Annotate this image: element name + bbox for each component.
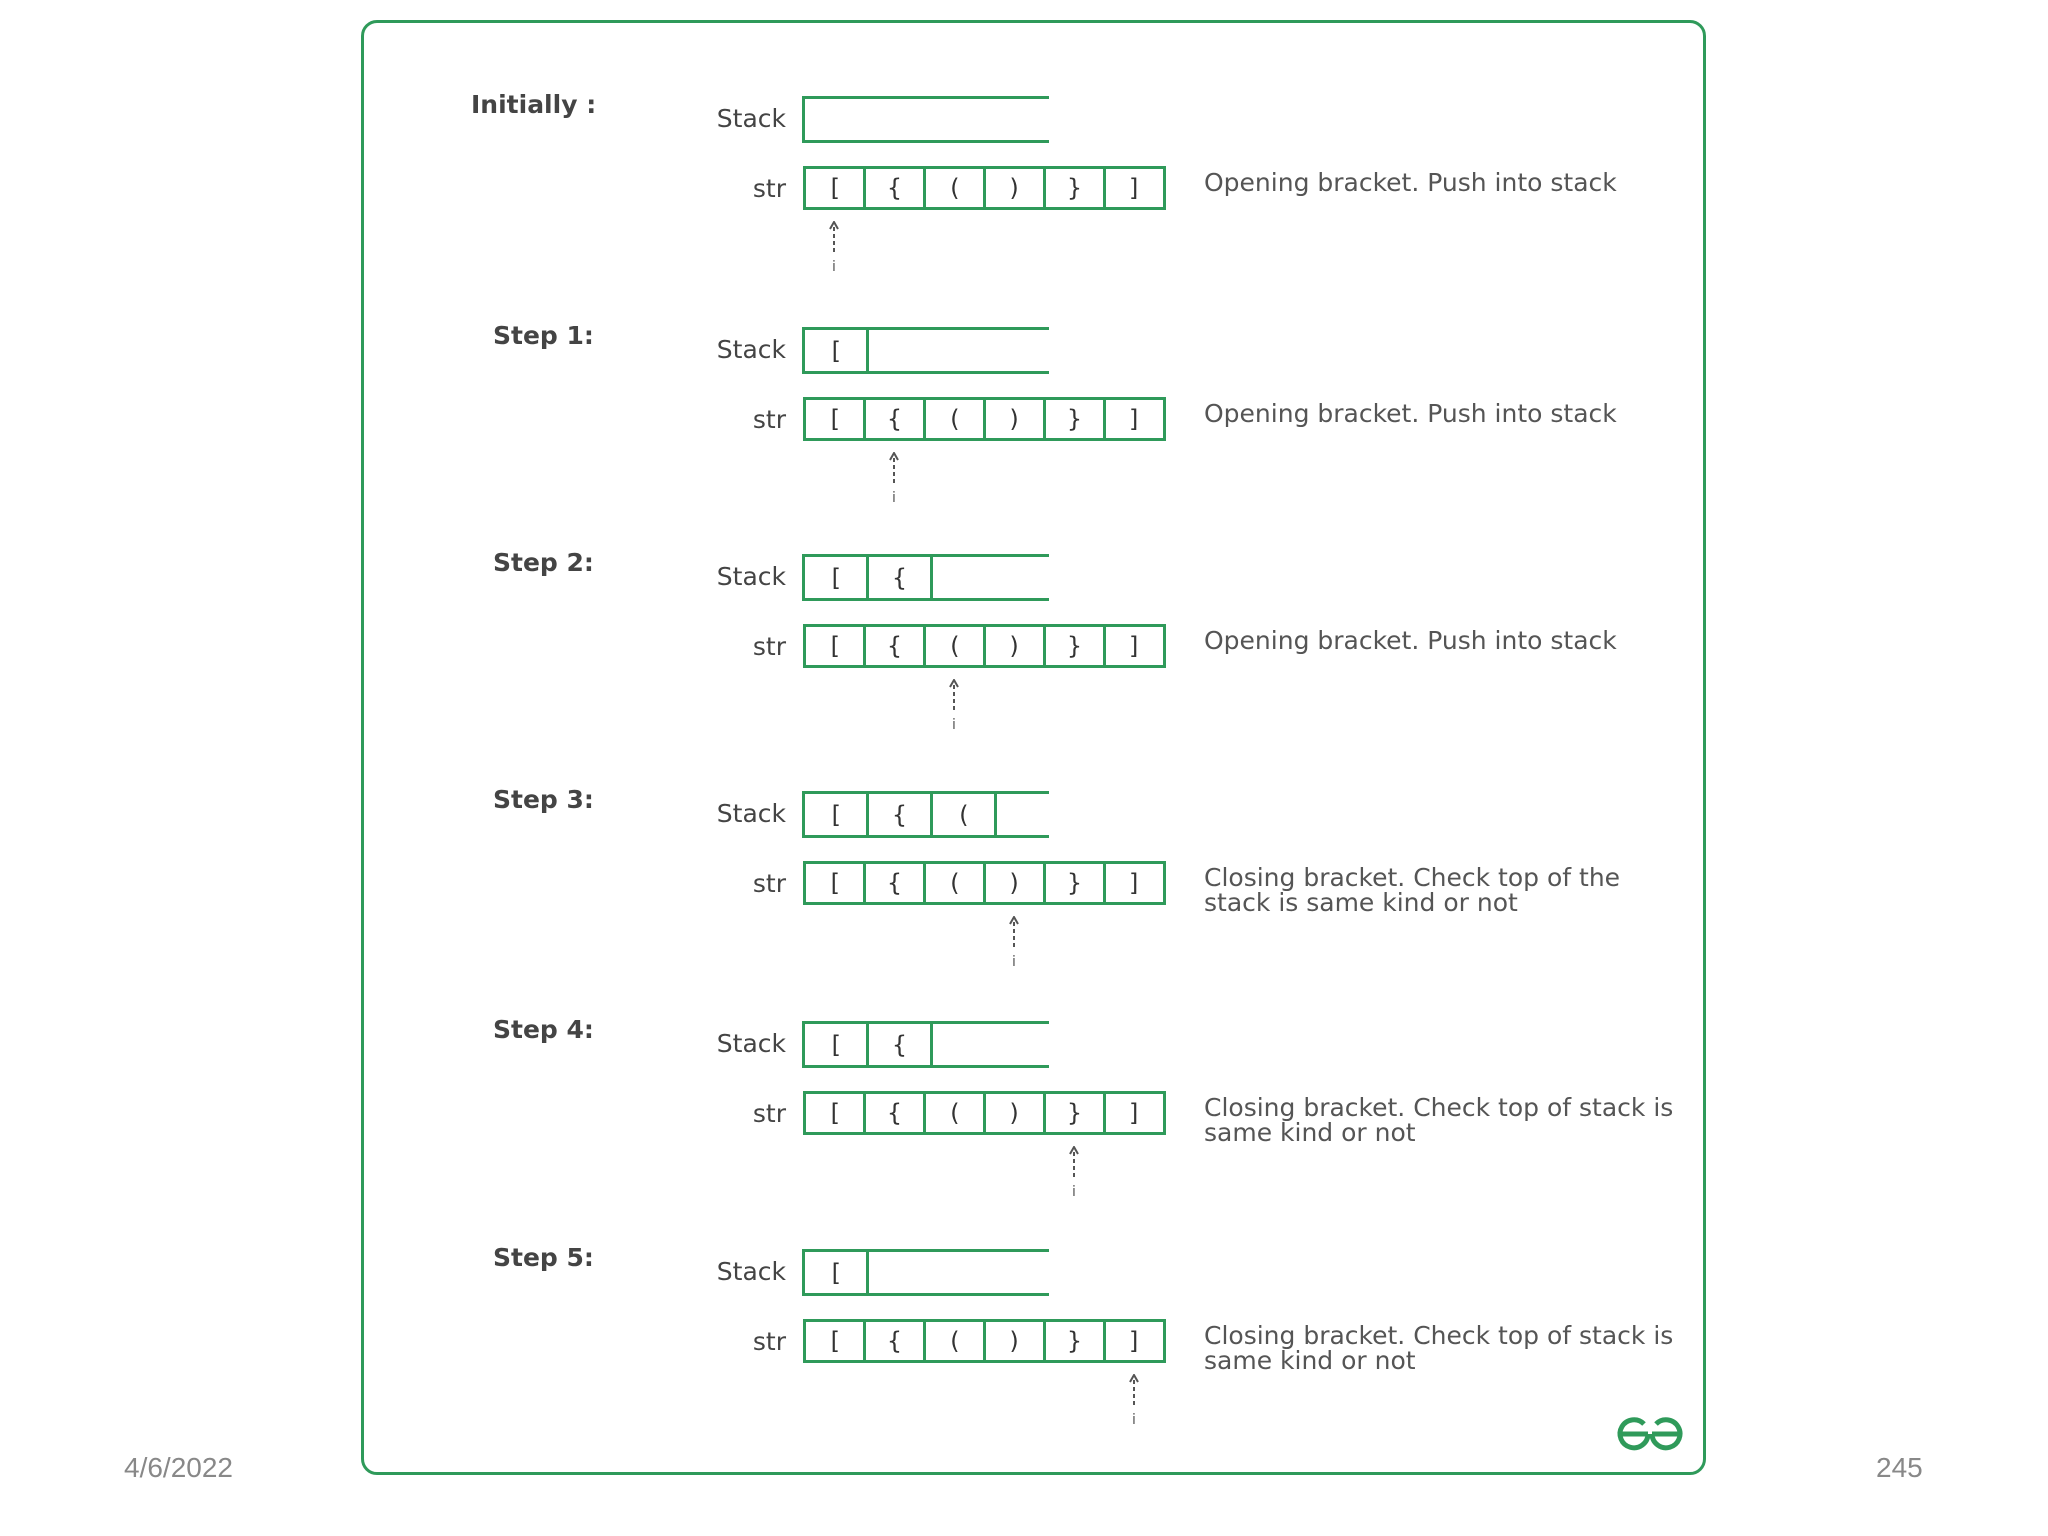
step-label: Step 4: bbox=[493, 1015, 594, 1044]
step-label: Initially : bbox=[471, 90, 597, 119]
str-cell: [ bbox=[803, 1319, 866, 1363]
pointer-label: i bbox=[1072, 1184, 1076, 1200]
str-cell: ) bbox=[983, 166, 1046, 210]
pointer-label: i bbox=[832, 259, 836, 275]
str-array bbox=[803, 166, 1166, 210]
str-cell: ) bbox=[983, 1319, 1046, 1363]
stack-box bbox=[802, 1249, 1049, 1296]
stack-box bbox=[802, 327, 1049, 374]
stack-row-label: Stack bbox=[716, 562, 786, 591]
str-cell: [ bbox=[803, 397, 866, 441]
pointer-label: i bbox=[1012, 954, 1016, 970]
str-cell: } bbox=[1043, 1319, 1106, 1363]
stack-cell: [ bbox=[805, 1252, 869, 1293]
str-cell: ] bbox=[1103, 397, 1166, 441]
pointer-label: i bbox=[1132, 1412, 1136, 1428]
str-cell: ( bbox=[923, 1091, 986, 1135]
str-cell: { bbox=[863, 1091, 926, 1135]
pointer-label: i bbox=[952, 717, 956, 733]
str-array bbox=[803, 397, 1166, 441]
str-cell: ) bbox=[983, 397, 1046, 441]
step-label: Step 2: bbox=[493, 548, 594, 577]
step-note: Opening bracket. Push into stack bbox=[1204, 626, 1617, 655]
stack-row-label: Stack bbox=[716, 1257, 786, 1286]
str-row-label: str bbox=[752, 632, 786, 661]
stack-cell: [ bbox=[805, 1024, 869, 1065]
str-row-label: str bbox=[752, 1327, 786, 1356]
stack-box bbox=[802, 96, 1049, 143]
str-cell: [ bbox=[803, 1091, 866, 1135]
stack-box bbox=[802, 554, 1049, 601]
stack-row-label: Stack bbox=[716, 799, 786, 828]
stack-row-label: Stack bbox=[716, 1029, 786, 1058]
str-cell: ( bbox=[923, 397, 986, 441]
str-cell: { bbox=[863, 397, 926, 441]
pointer-arrow-icon bbox=[888, 452, 900, 506]
str-cell: } bbox=[1043, 166, 1106, 210]
stack-cell: ( bbox=[933, 794, 997, 835]
str-cell: } bbox=[1043, 861, 1106, 905]
stack-cell: [ bbox=[805, 330, 869, 371]
str-array bbox=[803, 861, 1166, 905]
str-cell: [ bbox=[803, 861, 866, 905]
str-cell: ( bbox=[923, 624, 986, 668]
str-cell: { bbox=[863, 1319, 926, 1363]
str-cell: { bbox=[863, 624, 926, 668]
step-note: Closing bracket. Check top of stack is same kind or not bbox=[1204, 1093, 1674, 1147]
str-row-label: str bbox=[752, 405, 786, 434]
str-cell: [ bbox=[803, 166, 866, 210]
str-cell: ] bbox=[1103, 1319, 1166, 1363]
pointer-arrow-icon bbox=[1068, 1146, 1080, 1200]
step-note: Opening bracket. Push into stack bbox=[1204, 399, 1617, 428]
str-cell: ] bbox=[1103, 861, 1166, 905]
stack-cell: { bbox=[869, 1024, 933, 1065]
step-note: Opening bracket. Push into stack bbox=[1204, 168, 1617, 197]
slide-date: 4/6/2022 bbox=[124, 1452, 233, 1483]
str-cell: } bbox=[1043, 1091, 1106, 1135]
pointer-arrow-icon bbox=[1128, 1374, 1140, 1428]
str-cell: ] bbox=[1103, 166, 1166, 210]
str-cell: { bbox=[863, 861, 926, 905]
str-cell: ) bbox=[983, 861, 1046, 905]
stack-cell: { bbox=[869, 794, 933, 835]
str-cell: ( bbox=[923, 861, 986, 905]
stack-box bbox=[802, 791, 1049, 838]
pointer-arrow-icon bbox=[828, 221, 840, 275]
pointer-label: i bbox=[892, 490, 896, 506]
geeksforgeeks-logo-icon bbox=[1612, 1412, 1688, 1456]
str-cell: [ bbox=[803, 624, 866, 668]
str-cell: ) bbox=[983, 1091, 1046, 1135]
pointer-arrow-icon bbox=[948, 679, 960, 733]
stack-row-label: Stack bbox=[716, 335, 786, 364]
str-cell: ( bbox=[923, 1319, 986, 1363]
str-array bbox=[803, 1319, 1166, 1363]
stack-cell: [ bbox=[805, 557, 869, 598]
str-array bbox=[803, 624, 1166, 668]
str-cell: ] bbox=[1103, 1091, 1166, 1135]
step-label: Step 3: bbox=[493, 785, 594, 814]
str-array bbox=[803, 1091, 1166, 1135]
slide-page-number: 245 bbox=[1876, 1452, 1923, 1483]
str-cell: } bbox=[1043, 624, 1106, 668]
step-label: Step 1: bbox=[493, 321, 594, 350]
pointer-arrow-icon bbox=[1008, 916, 1020, 970]
step-note: Closing bracket. Check top of stack is same kind or not bbox=[1204, 1321, 1674, 1375]
str-cell: ( bbox=[923, 166, 986, 210]
stack-row-label: Stack bbox=[716, 104, 786, 133]
str-cell: ] bbox=[1103, 624, 1166, 668]
str-cell: } bbox=[1043, 397, 1106, 441]
stack-cell: { bbox=[869, 557, 933, 598]
str-cell: { bbox=[863, 166, 926, 210]
str-row-label: str bbox=[752, 174, 786, 203]
str-row-label: str bbox=[752, 1099, 786, 1128]
stack-box bbox=[802, 1021, 1049, 1068]
step-label: Step 5: bbox=[493, 1243, 594, 1272]
str-row-label: str bbox=[752, 869, 786, 898]
stack-cell: [ bbox=[805, 794, 869, 835]
step-note: Closing bracket. Check top of the stack is same kind or not bbox=[1204, 863, 1621, 917]
str-cell: ) bbox=[983, 624, 1046, 668]
